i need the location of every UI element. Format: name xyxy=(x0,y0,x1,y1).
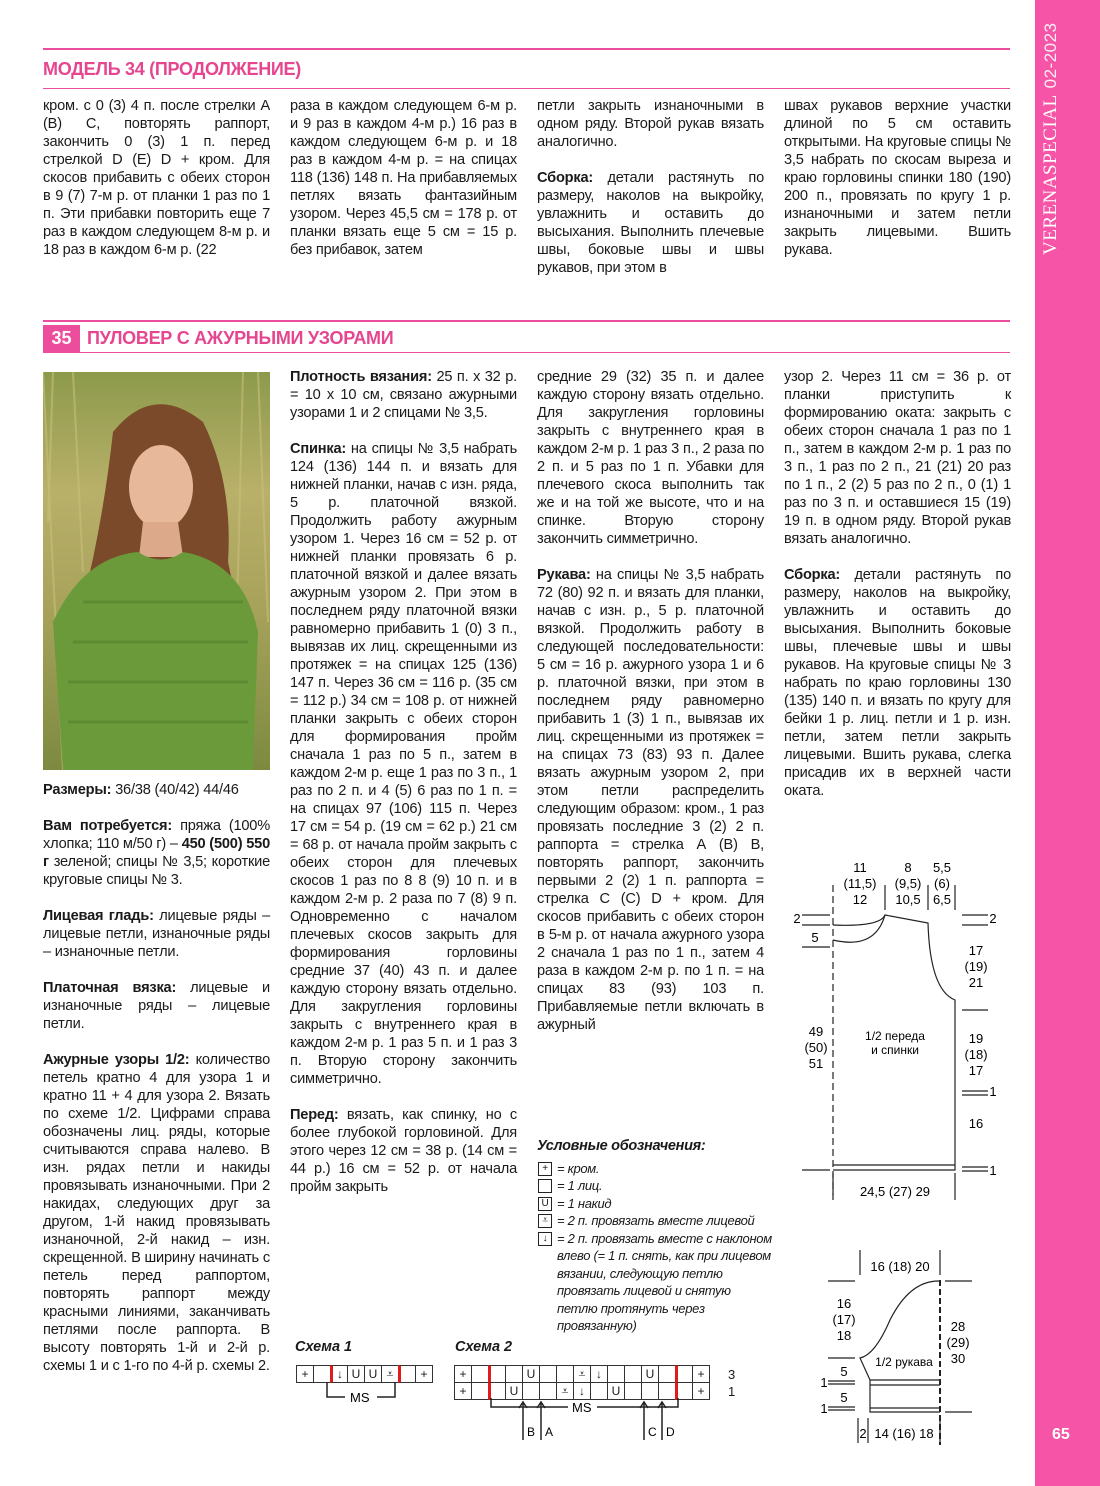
legend-text: = кром. xyxy=(557,1160,600,1176)
row-numbers xyxy=(728,1366,735,1400)
section-header: МОДЕЛЬ 34 (ПРОДОЛЖЕНИЕ) xyxy=(43,59,301,79)
schema-2-title: Схема 2 xyxy=(455,1339,513,1355)
dim-label: 14 (16) 18 xyxy=(874,1426,934,1441)
legend-item xyxy=(537,1177,772,1195)
legend-symbol-icon xyxy=(538,1179,552,1193)
dim-label: 17 xyxy=(968,943,984,958)
dim-label: (18) xyxy=(964,1047,988,1062)
legend-item xyxy=(537,1195,772,1213)
legend-symbol-icon: + xyxy=(538,1162,552,1176)
dim-label: (19) xyxy=(964,959,988,974)
dim-label: 1 xyxy=(820,1401,828,1416)
label: Сборка: xyxy=(537,170,594,186)
model-title: ПУЛОВЕР С АЖУРНЫМИ УЗОРАМИ xyxy=(87,328,394,348)
chart-cell: U xyxy=(364,1365,382,1383)
dim-label: 5 xyxy=(840,1390,848,1405)
label: Перед: xyxy=(290,1107,339,1123)
yarn-amount: 450 (500) 550 г xyxy=(43,836,270,870)
paragraph: узор 2. Через 11 см = 36 р. от планки приступить к формированию оката: закрыть с обеих сторон сначала 1 раз по 1 п., затем в каждом 2-м р. 1 раз по 3 п., 1 раз по 2 п., 21 (21) 20 раз по 1 п., 2 (2) 5 раз по 2 п., 0 (1) 1 раз по 3 п. и оставшиеся 15 (19) 19 п. в одном ряду. Второй рукав вязать аналогично. xyxy=(784,369,1011,547)
chart-cell: ⩡ xyxy=(381,1365,399,1383)
dim-label: 2 xyxy=(989,911,997,926)
top-column-4: швах рукавов верхние участки длиной по 5 см оставить открытыми. На круговые спицы № 3,5 набрать по скосам выреза и краю горловины спинки 180 (190) 200 п., провязать по кругу 1 р. изнаночными и затем петли закрыть лицевыми. Вшить рукава. xyxy=(784,98,1011,258)
legend-text: = 1 лиц. xyxy=(557,1178,603,1193)
legend-item xyxy=(537,1212,772,1230)
chart-cell: ↓ xyxy=(573,1382,591,1400)
legend-text: = 2 п. провязать вместе лицевой xyxy=(557,1213,755,1228)
page-number: 65 xyxy=(1052,1426,1070,1443)
model-column-2 xyxy=(290,368,517,1214)
dim-label: 6,5 xyxy=(932,892,952,907)
dim-label: 12 xyxy=(852,892,868,907)
chart-cell: ↓ xyxy=(590,1365,608,1383)
chart-cell: ↓ xyxy=(330,1365,348,1383)
dim-label: 1 xyxy=(820,1375,828,1390)
dim-label: 28 xyxy=(950,1319,966,1334)
chart-cell: U xyxy=(641,1365,659,1383)
label: Ажурные узоры 1/2: xyxy=(43,1052,190,1068)
text: зеленой; спицы № 3,5; короткие круговые спицы № 3. xyxy=(43,854,270,888)
text: на спицы № 3,5 набрать 72 (80) 92 п. и вязать для планки, начав с изн. р., 5 р. платочной вязкой. Продолжить работу в следующей последовательности: 5 см = 16 р. ажурного узора 1 и 6 р. платочной вязки, при этом в последнем ряду равномерно прибавить 1 (3) 1 п., вывязав их лиц. скрещенными из протяжек = на спицах 73 (83) 93 п. Далее вязать ажурным узором 2, при этом петли распределить следующим образом: кром., 1 раз провязать последние 3 (2) 2 п. раппорта = стрелка А (В) В, повторять раппорт, закончить первыми 2 (2) 1 п. раппорта = стрелка С (С) D + кром. Для скосов прибавить с обеих сторон в 5-м р. от начала ажурного узора 2 сначала 1 раз по 1 п., затем 4 раза в каждом 2-м р. по 1 п. = на спицах 83 (93) 103 п. Прибавляемые петли включать в ажурный xyxy=(537,567,764,1033)
paragraph: петли закрыть изнаночными в одном ряду. Второй рукав вязать аналогично. xyxy=(537,98,764,150)
dim-label: 2 xyxy=(793,911,801,926)
text: лицевые и изнаночные ряды – лицевые петли. xyxy=(43,980,270,1032)
dim-label: 49 xyxy=(808,1024,824,1039)
dim-label: 2 xyxy=(859,1426,867,1441)
model-number-badge: 35 xyxy=(43,325,80,352)
arrow-label-b: B xyxy=(527,1425,536,1439)
dim-label: 18 xyxy=(836,1328,852,1343)
top-column-1: кром. с 0 (3) 4 п. после стрелки А (В) С, повторять раппорт, закончить 0 (3) 1 п. перед стрелкой D (E) D + кром. Для скосов прибавить с обеих сторон в 9 (7) 7-м р. от планки 1 раз по 1 п. Эти прибавки повторить еще 7 раз в каждом следующем 8-м р. и 18 раз в каждом 6-м р. (22 xyxy=(43,98,270,258)
chart-cell: + xyxy=(454,1382,472,1400)
symbol-legend xyxy=(537,1138,772,1335)
legend-text: = 1 накид xyxy=(557,1195,612,1211)
arrow-label-c: C xyxy=(648,1425,657,1439)
text: количество петель кратно 4 для узора 1 и кратно 11 + 4 для узора 2. Вязать по схеме 1/2. Цифрами справа обозначены лиц. ряды, которые считываются справа налево. В изн. рядах петли и накиды провязывать изнаночными. При 2 накидах, следующих друг за другом, 1-й накид провязывать изнаночной, 2-й накид – изн. скрещенной. В ширину начинать с петель перед раппортом, повторять раппорт между красными линиями, заканчивать петлями после раппорта. В высоту повторять 1-й и 2-й р. схемы 1 и с 1-го по 4-й р. схемы 2. xyxy=(43,1052,270,1374)
dim-label: 17 xyxy=(968,1063,984,1078)
chart-cell: + xyxy=(415,1365,433,1383)
dim-label: (9,5) xyxy=(894,876,922,891)
row-number: 1 xyxy=(728,1384,736,1399)
dim-label: 5 xyxy=(840,1364,848,1379)
divider xyxy=(43,48,1010,50)
divider xyxy=(43,320,1010,322)
sleeve-schematic xyxy=(800,1240,1000,1450)
dim-label: 11 xyxy=(853,860,867,875)
arrow-label-a: A xyxy=(545,1425,554,1439)
issue-number: 02-2023 xyxy=(1041,22,1060,89)
top-column-3 xyxy=(537,97,764,295)
dim-label: 30 xyxy=(950,1351,966,1366)
divider xyxy=(43,352,1010,353)
legend-item xyxy=(537,1160,772,1178)
label: Платочная вязка: xyxy=(43,980,177,996)
text: детали растянуть по размеру, наколов на выкройку, увлажнить и оставить до высыхания. Выполнить боковые швы, плечевые швы и швы рукавов. На круговые спицы № 3 набрать по краю горловины 130 (135) 140 п. и вязать по кругу для бейки 1 р. лиц. петли и 1 р. изн. петли, затем петли закрыть лицевыми. Вшить рукава, слегка присадив их в верхней части оката. xyxy=(784,567,1011,799)
model-column-4 xyxy=(784,368,1011,818)
body-schematic xyxy=(780,855,1010,1205)
dim-label: 16 (18) 20 xyxy=(870,1259,930,1274)
chart-cell: U xyxy=(607,1382,625,1400)
piece-label: и спинки xyxy=(871,1043,919,1057)
chart-cell: ⩡ xyxy=(556,1382,574,1400)
dim-label: 19 xyxy=(968,1031,984,1046)
label: Рукава: xyxy=(537,567,591,583)
chart-cell: U xyxy=(505,1382,523,1400)
dim-label: (17) xyxy=(832,1312,856,1327)
chart-cell: + xyxy=(454,1365,472,1383)
text: пряжа (100% хлопка; 110 м/50 г) – xyxy=(43,818,271,852)
paragraph: детали растянуть по размеру, наколов на выкройку, увлажнить и оставить до высыхания. Выполнить плечевые швы, боковые швы и швы рукавов, при этом в xyxy=(537,170,764,276)
dim-label: 5,5 xyxy=(932,860,952,875)
magazine-brand xyxy=(1040,22,1062,255)
label: Спинка: xyxy=(290,441,347,457)
legend-text: = 2 п. провязать вместе с наклоном влево (= 1 п. снять, как при лицевом вязании, следующую петлю провязать лицевой и снятую петлю протянуть через провязанную) xyxy=(557,1230,772,1333)
legend-title: Условные обозначения: xyxy=(537,1138,706,1154)
photo-illustration xyxy=(43,372,270,770)
model-photo xyxy=(43,372,270,770)
chart-cell: + xyxy=(692,1382,710,1400)
schema-2-rapport-label: MS xyxy=(572,1400,592,1415)
model-column-3 xyxy=(537,368,764,1052)
chart-cell: ⩡ xyxy=(573,1365,591,1383)
row-number: 3 xyxy=(728,1367,736,1382)
dim-label: (6) xyxy=(934,876,950,891)
divider xyxy=(43,88,1010,89)
chart-cell: U xyxy=(347,1365,365,1383)
legend-symbol-icon: ↓ xyxy=(538,1232,552,1246)
dim-label: 1 xyxy=(989,1084,997,1099)
text: 25 п. х 32 р. = 10 х 10 см, связано ажурными узорами 1 и 2 спицами № 3,5. xyxy=(290,369,517,421)
schema-1-title: Схема 1 xyxy=(295,1339,353,1355)
dim-label: 16 xyxy=(968,1116,984,1131)
dim-label: (29) xyxy=(946,1335,970,1350)
legend-item xyxy=(537,1230,772,1335)
label: Плотность вязания: xyxy=(290,369,432,385)
dim-label: 8 xyxy=(904,860,912,875)
chart-cell: + xyxy=(692,1365,710,1383)
text: лицевые ряды – лицевые петли, изнаночные ряды – изнаночные петли. xyxy=(43,908,270,960)
schema-1-rapport-label: MS xyxy=(350,1390,370,1405)
dim-label: 1 xyxy=(989,1163,997,1178)
dim-label: 16 xyxy=(836,1296,852,1311)
dim-label: 5 xyxy=(811,930,819,945)
text: на спицы № 3,5 набрать 124 (136) 144 п. и вязать для нижней планки, начав с изн. ряда, 5 р. платочной вязкой. Продолжить работу ажурным узором 1. Через 16 см = 52 р. от нижней планки провязать 6 р. платочной вязкой и далее вязать ажурным узором 2. При этом в последнем ряду платочной вязки равномерно прибавить 1 (0) 3 п., вывязав их лиц. скрещенными из протяжек = на спицах 125 (136) 147 п. Через 36 см = 116 р. (35 см = 112 р.) 34 см = 108 р. от нижней планки закрыть с обеих сторон для формирования пройм сначала 1 раз по 5 п., затем в каждом 2-м р. еще 1 раз по 3 п., 1 раз по 2 п. и 4 (5) 6 раз по 1 п. = на спицах 97 (106) 115 п. Через 17 см = 54 р. (19 см = 62 р.) 21 см = 68 р. от начала пройм закрыть с обеих сторон для плечевых скосов 1 раз по 8 8 (9) 10 п. и в каждом 2-м р. 2 раза по 7 (8) 9 п. Одновременно с началом плечевых скосов закрыть для формирования горловины средние 37 (40) 43 п. и далее каждую сторону вязать отдельно. Для закругления горловины закрыть с внутреннего края в каждом 2-м р. 1 раз 5 п. и 1 раз 3 п. Вторую сторону закончить симметрично. xyxy=(290,441,517,1087)
dim-label: 21 xyxy=(968,975,984,990)
label: Лицевая гладь: xyxy=(43,908,154,924)
dim-label: (11,5) xyxy=(843,876,877,891)
dim-label: 24,5 (27) 29 xyxy=(859,1184,931,1199)
text: вязать, как спинку, но с более глубокой горловиной. Для этого через 12 см = 38 р. (14 см = 44 р.) 16 см = 52 р. от начала пройм закрыть xyxy=(290,1107,517,1195)
label: Сборка: xyxy=(784,567,841,583)
paragraph: средние 29 (32) 35 п. и далее каждую сторону вязать отдельно. Для закругления горловины закрыть с внутреннего края в каждом 2-м р. 1 раз 3 п., 2 раза по 2 п. и 5 раз по 1 п. Убавки для плечевого скоса выполнить так же и на той же высоте, что и на спинке. Вторую сторону закончить симметрично. xyxy=(537,369,764,547)
piece-label: 1/2 переда xyxy=(865,1029,925,1043)
model-column-1 xyxy=(43,781,270,1393)
legend-symbol-icon: U xyxy=(538,1197,552,1211)
label: Размеры: xyxy=(43,782,112,798)
chart-cell: U xyxy=(522,1365,540,1383)
sizes-value: 36/38 (40/42) 44/46 xyxy=(111,782,239,798)
dim-label: (50) xyxy=(804,1040,828,1055)
arrow-label-d: D xyxy=(666,1425,675,1439)
rapport-markers xyxy=(290,1380,750,1445)
top-column-2: раза в каждом следующем 6-м р. и 9 раз в каждом 4-м р.) 16 раз в каждом следующем 6-м р. и 18 раз в каждом 4-м р. = на спицах 118 (136) 148 п. На прибавляемых петлях вязать фантазийным узором. Через 45,5 см = 178 р. от планки вязать еще 5 см = 15 р. без прибавок, затем xyxy=(290,98,517,258)
piece-label: 1/2 рукава xyxy=(875,1355,933,1369)
dim-label: 10,5 xyxy=(895,892,921,907)
brand-name: VERENASPECIAL xyxy=(1040,94,1061,255)
label: Вам потребуется: xyxy=(43,818,173,834)
chart-cell: + xyxy=(296,1365,314,1383)
dim-label: 51 xyxy=(808,1056,824,1071)
legend-symbol-icon: ⩡ xyxy=(538,1214,552,1228)
